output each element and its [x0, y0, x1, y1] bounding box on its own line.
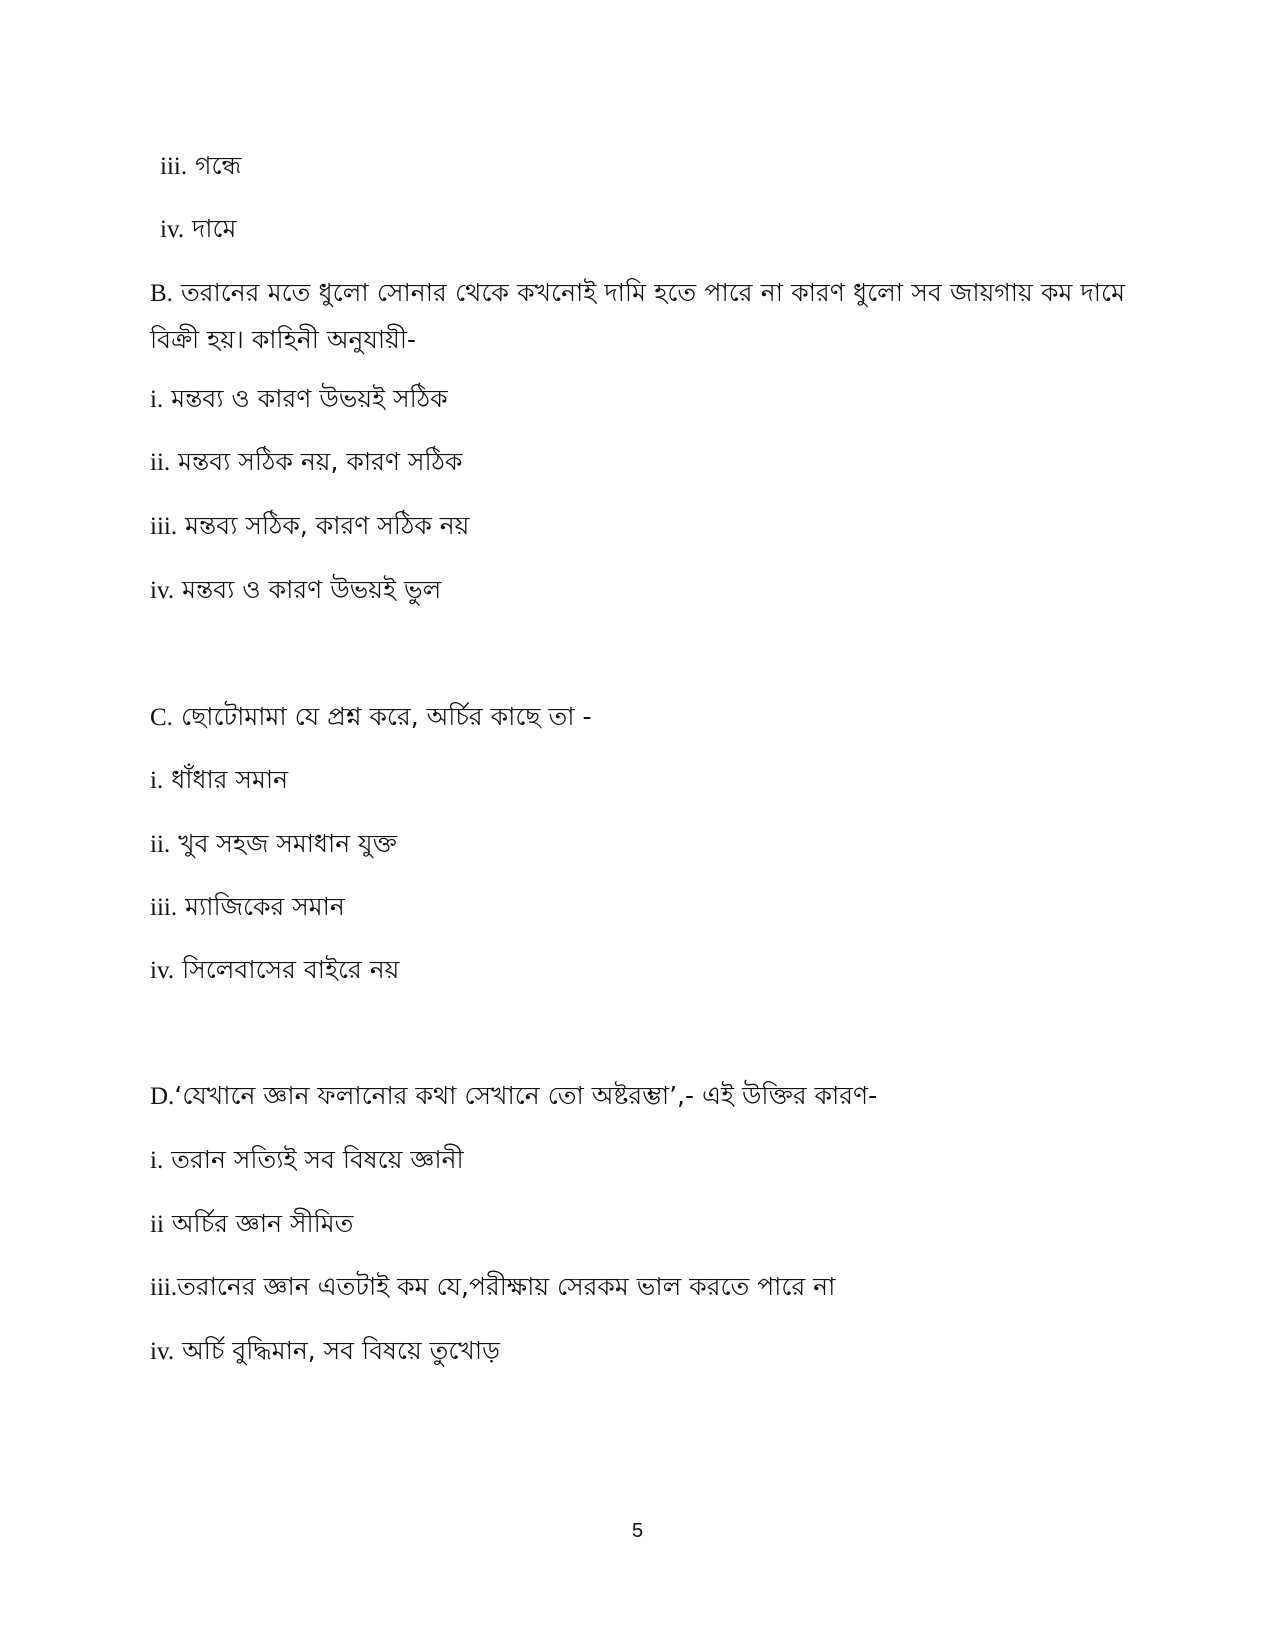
option-number: iv.: [150, 957, 175, 984]
question-text: ছোটোমামা যে প্রশ্ন করে, অর্চির কাছে তা -: [180, 702, 592, 731]
option-text: মন্তব্য সঠিক, কারণ সঠিক নয়: [185, 511, 470, 540]
option-number: iv.: [150, 1338, 175, 1365]
option-number: iii.: [150, 894, 178, 921]
option-text: তরান সত্যিই সব বিষয়ে জ্ঞানী: [171, 1145, 464, 1174]
option-text: তরানের জ্ঞান এতটাই কম যে,পরীক্ষায় সেরকম ভাল করতে পারে না: [177, 1272, 836, 1301]
question-b: [150, 270, 1125, 363]
option-text: অর্চি বুদ্ধিমান, সব বিষয়ে তুখোড়: [182, 1336, 500, 1365]
option-number: i.: [150, 1147, 164, 1174]
option-number: iii.: [160, 153, 188, 180]
option-text: মন্তব্য সঠিক নয়, কারণ সঠিক: [178, 447, 463, 476]
option-prev-iii: [160, 150, 241, 183]
option-text: ধাঁধার সমান: [171, 765, 288, 794]
option-b-ii: [150, 446, 462, 479]
option-text: খুব সহজ সমাধান যুক্ত: [178, 829, 397, 858]
option-number: ii: [150, 1211, 164, 1238]
option-text: গন্ধে: [195, 151, 242, 180]
option-d-iii: [150, 1271, 835, 1304]
option-text: সিলেবাসের বাইরে নয়: [182, 955, 400, 984]
option-number: i.: [150, 767, 164, 794]
option-c-i: [150, 764, 288, 797]
option-b-i: [150, 383, 448, 416]
option-text: ম্যাজিকের সমান: [185, 892, 345, 921]
option-d-ii: [150, 1208, 353, 1241]
option-number: iv.: [150, 577, 175, 604]
option-text: মন্তব্য ও কারণ উভয়ই সঠিক: [171, 384, 448, 413]
option-d-i: [150, 1144, 464, 1177]
question-number: C.: [150, 704, 173, 731]
question-c: [150, 701, 591, 734]
option-d-iv: [150, 1335, 500, 1368]
option-b-iv: [150, 574, 441, 607]
option-text: মন্তব্য ও কারণ উভয়ই ভুল: [182, 575, 442, 604]
option-number: iii.: [150, 1274, 178, 1301]
page-number: 5: [631, 1520, 644, 1542]
option-text: অর্চির জ্ঞান সীমিত: [171, 1209, 354, 1238]
question-text: ‘যেখানে জ্ঞান ফলানোর কথা সেখানে তো অষ্টরম্ভা’,- এই উক্তির কারণ-: [174, 1081, 878, 1110]
question-d: [150, 1080, 877, 1113]
option-number: ii.: [150, 831, 171, 858]
question-number: D.: [150, 1083, 175, 1110]
option-number: i.: [150, 386, 164, 413]
option-c-iv: [150, 954, 399, 987]
question-number: B.: [150, 280, 173, 307]
option-c-ii: [150, 828, 397, 861]
option-b-iii: [150, 510, 469, 543]
option-text: দামে: [192, 214, 237, 243]
question-text: তরানের মতে ধুলো সোনার থেকে কখনোই দামি হতে পারে না কারণ ধুলো সব জায়গায় কম দামে বিক্রী হয়। কাহিনী অনুযায়ী-: [150, 278, 1125, 354]
option-prev-iv: [160, 213, 236, 246]
option-number: iii.: [150, 513, 178, 540]
option-number: iv.: [160, 216, 185, 243]
option-c-iii: [150, 891, 345, 924]
option-number: ii.: [150, 449, 171, 476]
